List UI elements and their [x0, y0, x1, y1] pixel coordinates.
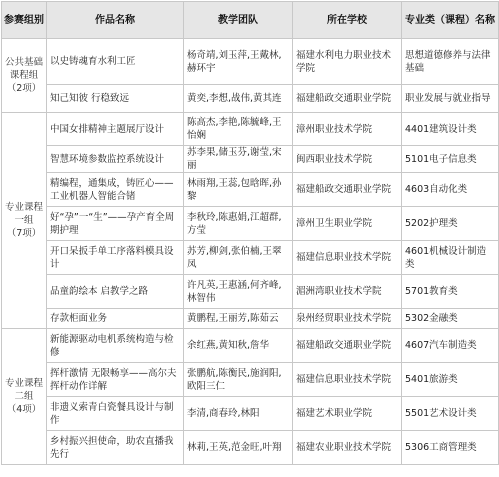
major-cell: 职业发展与就业指导 [402, 85, 499, 113]
team-cell: 苏芳,柳剑,张伯楠,王翠凤 [184, 241, 293, 275]
table-row [2, 146, 499, 173]
work-name-cell: 乡村振兴担使命，助农直播我先行 [47, 431, 184, 465]
major-cell: 思想道德修养与法律基础 [402, 39, 499, 85]
group-cell [2, 329, 47, 465]
major-cell: 4601机械设计制造类 [402, 241, 499, 275]
work-name-cell: 知己知彼 行稳致远 [47, 85, 184, 113]
school-cell: 福建信息职业技术学院 [293, 363, 402, 397]
table-row [2, 275, 499, 309]
major-cell: 5306工商管理类 [402, 431, 499, 465]
work-name-cell: 以史铸魂育水利工匠 [47, 39, 184, 85]
school-cell: 福建船政交通职业学院 [293, 329, 402, 363]
team-cell: 林莉,王英,范金旺,叶翔 [184, 431, 293, 465]
header-team: 教学团队 [184, 2, 293, 39]
table-row [2, 173, 499, 207]
work-name-cell: 挥杆激情 无限畅享——高尔夫挥杆动作详解 [47, 363, 184, 397]
work-name-cell: 新能源驱动电机系统构造与检修 [47, 329, 184, 363]
major-cell: 5401旅游类 [402, 363, 499, 397]
table-row [2, 431, 499, 465]
school-cell: 福建船政交通职业学院 [293, 85, 402, 113]
school-cell: 福建农业职业技术学院 [293, 431, 402, 465]
work-name-cell: 好“孕”一“生”——孕产育全周期护理 [47, 207, 184, 241]
table-row [2, 309, 499, 329]
group-count: （2项） [6, 83, 42, 94]
team-cell: 李清,商春玲,林阳 [184, 397, 293, 431]
major-cell: 4401建筑设计类 [402, 113, 499, 146]
team-cell: 许凡英,王惠涵,何齐峰,林智伟 [184, 275, 293, 309]
table-row [2, 397, 499, 431]
table-row [2, 207, 499, 241]
school-cell: 福建艺术职业学院 [293, 397, 402, 431]
team-cell: 黄鹏程,王丽芳,陈茹云 [184, 309, 293, 329]
team-cell: 林雨翔,王蕊,包晗晖,孙黎 [184, 173, 293, 207]
work-name-cell: 开口呆扳手单工序落料模具设计 [47, 241, 184, 275]
major-cell: 5501艺术设计类 [402, 397, 499, 431]
school-cell: 漳州职业技术学院 [293, 113, 402, 146]
major-cell: 4603自动化类 [402, 173, 499, 207]
school-cell: 泉州经贸职业技术学院 [293, 309, 402, 329]
work-name-cell: 存款柜面业务 [47, 309, 184, 329]
group-count: （7项） [6, 228, 42, 239]
group-cell [2, 39, 47, 113]
header-group: 参赛组别 [2, 2, 47, 39]
group-name: 专业课程一组 [5, 202, 44, 226]
table-row [2, 329, 499, 363]
group-name: 专业课程二组 [5, 378, 44, 402]
school-cell: 漳州卫生职业学院 [293, 207, 402, 241]
school-cell: 闽西职业技术学院 [293, 146, 402, 173]
major-cell: 5101电子信息类 [402, 146, 499, 173]
header-row [2, 2, 499, 39]
school-cell: 福建船政交通职业学院 [293, 173, 402, 207]
table-row [2, 241, 499, 275]
header-major: 专业类（课程）名称 [402, 2, 499, 39]
team-cell: 张鹏航,陈衡民,施润阳,欧阳三仁 [184, 363, 293, 397]
major-cell: 5302金融类 [402, 309, 499, 329]
work-name-cell: 非遗义索青白瓷餐具设计与制作 [47, 397, 184, 431]
team-cell: 余红燕,黄知秋,詹华 [184, 329, 293, 363]
major-cell: 5701教育类 [402, 275, 499, 309]
school-cell: 福建水利电力职业技术学院 [293, 39, 402, 85]
table-row [2, 113, 499, 146]
table-row [2, 85, 499, 113]
work-name-cell: 智慧环境参数监控系统设计 [47, 146, 184, 173]
team-cell: 苏李果,储玉芬,谢莹,宋丽 [184, 146, 293, 173]
work-name-cell: 中国女排精神主题展厅设计 [47, 113, 184, 146]
work-name-cell: 精编程，通集成，铸匠心——工业机器人智能合锗 [47, 173, 184, 207]
table-row [2, 39, 499, 85]
awards-table [1, 1, 499, 465]
header-work: 作品名称 [47, 2, 184, 39]
work-name-cell: 品童韵绘本 启教学之路 [47, 275, 184, 309]
team-cell: 陈高杰,李艳,陈毓峰,王怡娴 [184, 113, 293, 146]
school-cell: 湄洲湾职业技术学院 [293, 275, 402, 309]
group-count: （4项） [6, 404, 42, 415]
team-cell: 李秋玲,陈惠娟,江超群,方莹 [184, 207, 293, 241]
major-cell: 4607汽车制造类 [402, 329, 499, 363]
team-cell: 黄奕,李想,战伟,黄其连 [184, 85, 293, 113]
table-row [2, 363, 499, 397]
group-name: 公共基础课程组 [5, 57, 44, 81]
major-cell: 5202护理类 [402, 207, 499, 241]
team-cell: 杨奇靖,刘玉萍,王戴林,赫环宇 [184, 39, 293, 85]
header-school: 所在学校 [293, 2, 402, 39]
school-cell: 福建信息职业技术学院 [293, 241, 402, 275]
group-cell [2, 113, 47, 329]
